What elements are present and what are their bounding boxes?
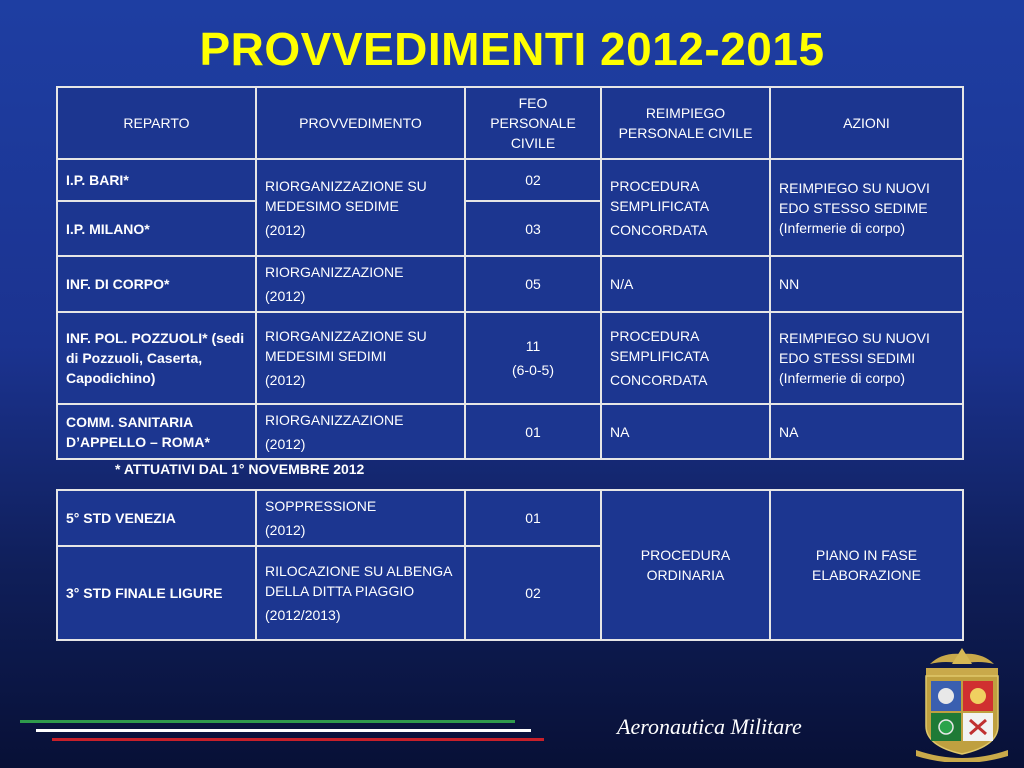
feo-cell: 03 bbox=[465, 201, 601, 256]
provvedimento-year: (2012) bbox=[265, 435, 306, 452]
provvedimento-text: SOPPRESSIONE bbox=[265, 498, 377, 514]
provvedimento-cell bbox=[256, 404, 465, 459]
decorative-line-white bbox=[36, 729, 531, 732]
reimpiego-text: PROCEDURA SEMPLIFICATA bbox=[610, 328, 710, 364]
table-header-row bbox=[57, 87, 963, 159]
reimpiego-cell bbox=[601, 159, 770, 256]
feo-cell: 01 bbox=[465, 490, 601, 546]
reparto-cell: 3° STD FINALE LIGURE bbox=[57, 546, 256, 640]
header-reparto: REPARTO bbox=[57, 87, 256, 159]
provvedimento-cell bbox=[256, 159, 465, 256]
header-azioni: AZIONI bbox=[770, 87, 963, 159]
feo-cell bbox=[465, 312, 601, 404]
provvedimento-text: RIORGANIZZAZIONE SU MEDESIMO SEDIME bbox=[265, 177, 427, 214]
reparto-cell: 5° STD VENEZIA bbox=[57, 490, 256, 546]
provvedimento-year: (2012) bbox=[265, 288, 306, 304]
azioni-cell: NA bbox=[770, 404, 963, 459]
reimpiego-cell: N/A bbox=[601, 256, 770, 312]
provvedimento-year: (2012) bbox=[265, 372, 306, 388]
table-row bbox=[57, 159, 963, 201]
provvedimento-text: RIORGANIZZAZIONE SU MEDESIMI SEDIMI bbox=[265, 328, 427, 364]
azioni-cell: REIMPIEGO SU NUOVI EDO STESSO SEDIME (Infermerie di corpo) bbox=[770, 159, 963, 256]
provvedimento-text: RILOCAZIONE SU ALBENGA DELLA DITTA PIAGGIO bbox=[265, 563, 452, 599]
provvedimento-text: RIORGANIZZAZIONE bbox=[265, 411, 404, 428]
provvedimento-cell bbox=[256, 312, 465, 404]
reparto-cell: I.P. BARI* bbox=[57, 159, 256, 201]
provvedimento-year: (2012) bbox=[265, 522, 306, 538]
feo-cell: 02 bbox=[465, 546, 601, 640]
header-feo: FEO PERSONALE CIVILE bbox=[465, 87, 601, 159]
reimpiego-cell: NA bbox=[601, 404, 770, 459]
table-row bbox=[57, 490, 963, 546]
reimpiego-extra: CONCORDATA bbox=[610, 221, 708, 238]
coat-of-arms-icon bbox=[912, 642, 1012, 762]
provvedimento-year: (2012) bbox=[265, 221, 306, 238]
reimpiego-cell: PROCEDURA ORDINARIA bbox=[601, 490, 770, 640]
azioni-cell: NN bbox=[770, 256, 963, 312]
header-reimpiego: REIMPIEGO PERSONALE CIVILE bbox=[601, 87, 770, 159]
provvedimento-text: RIORGANIZZAZIONE bbox=[265, 264, 404, 280]
reparto-cell: I.P. MILANO* bbox=[57, 201, 256, 256]
provvedimento-cell bbox=[256, 546, 465, 640]
azioni-cell: REIMPIEGO SU NUOVI EDO STESSI SEDIMI (Infermerie di corpo) bbox=[770, 312, 963, 404]
secondary-table bbox=[56, 489, 964, 641]
reimpiego-text: PROCEDURA SEMPLIFICATA bbox=[610, 177, 710, 214]
provvedimenti-table bbox=[56, 86, 964, 460]
feo-cell: 05 bbox=[465, 256, 601, 312]
reimpiego-cell bbox=[601, 312, 770, 404]
table-row bbox=[57, 312, 963, 404]
table-row bbox=[57, 404, 963, 459]
page-title: PROVVEDIMENTI 2012-2015 bbox=[199, 23, 825, 75]
azioni-cell: PIANO IN FASE ELABORAZIONE bbox=[770, 490, 963, 640]
feo-cell: 02 bbox=[465, 159, 601, 201]
decorative-line-green bbox=[20, 720, 515, 723]
provvedimento-cell bbox=[256, 256, 465, 312]
header-provvedimento: PROVVEDIMENTO bbox=[256, 87, 465, 159]
reparto-cell: INF. DI CORPO* bbox=[57, 256, 256, 312]
reparto-cell: COMM. SANITARIA D’APPELLO – ROMA* bbox=[57, 404, 256, 459]
reparto-cell: INF. POL. POZZUOLI* (sedi di Pozzuoli, Caserta, Capodichino) bbox=[57, 312, 256, 404]
provvedimento-cell bbox=[256, 490, 465, 546]
provvedimento-year: (2012/2013) bbox=[265, 607, 341, 623]
feo-value: 11 bbox=[525, 338, 541, 354]
footnote: * ATTUATIVI DAL 1° NOVEMBRE 2012 bbox=[115, 461, 365, 477]
brand-name: Aeronautica Militare bbox=[617, 714, 802, 739]
table-row bbox=[57, 256, 963, 312]
reimpiego-extra: CONCORDATA bbox=[610, 372, 708, 388]
feo-detail: (6-0-5) bbox=[511, 362, 554, 378]
decorative-line-red bbox=[52, 738, 544, 741]
feo-cell: 01 bbox=[465, 404, 601, 459]
